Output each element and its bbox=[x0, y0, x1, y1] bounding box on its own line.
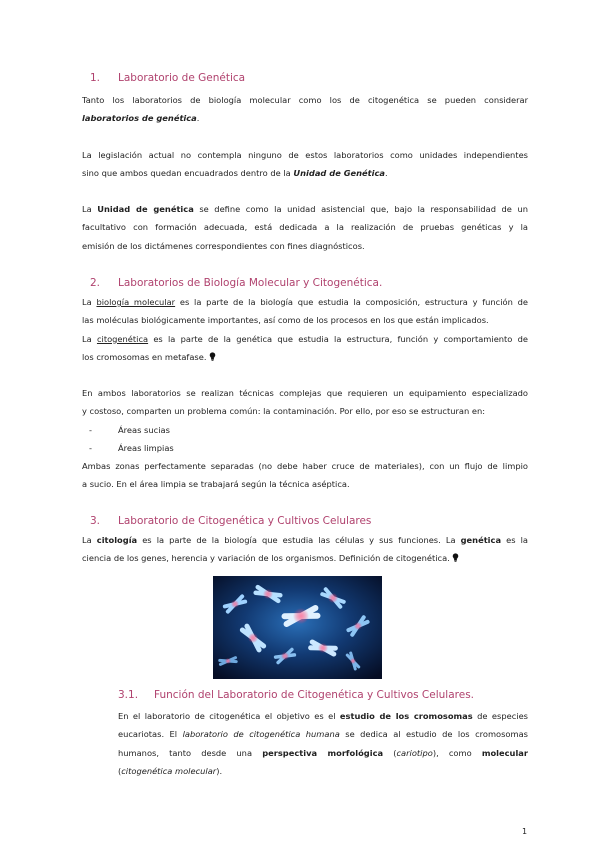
section-title: Función del Laboratorio de Citogenética y Cultivos Celulares. bbox=[154, 689, 474, 701]
text-line: emisión de los dictámenes correspondientes con fines diagnósticos. bbox=[82, 240, 365, 251]
lightbulb-icon bbox=[452, 553, 459, 562]
text-fragment: . bbox=[385, 168, 388, 179]
text-fragment: se define como la unidad asistencial que, bajo la responsabilidad de un bbox=[193, 204, 528, 214]
text-fragment: La bbox=[82, 204, 98, 214]
section-2-paragraph-3 bbox=[82, 457, 528, 494]
text-fragment: . bbox=[196, 113, 200, 124]
bold-text: citología bbox=[96, 535, 138, 545]
emphasis-text: laboratorios de genética bbox=[82, 113, 197, 124]
text-fragment: La bbox=[82, 333, 97, 344]
list-item: Áreas sucias bbox=[118, 425, 170, 435]
text-line: En ambos laboratorios se realizan técnicas complejas que requieren un equipamiento especializado bbox=[82, 388, 528, 398]
italic-text: citogenética molecular bbox=[121, 766, 217, 777]
text-line: La legislación actual no contempla ninguno de estos laboratorios como unidades independientes bbox=[82, 150, 528, 160]
text-fragment: se dedica al estudio de los cromosomas bbox=[339, 729, 528, 740]
text-fragment: ciencia de los genes, herencia y variación de los organismos. Definición de citogenética. bbox=[82, 553, 450, 564]
section-2-paragraph-2 bbox=[82, 384, 528, 421]
text-fragment: ), como bbox=[432, 747, 482, 758]
section-1-paragraph-3 bbox=[82, 200, 528, 255]
text-fragment: de especies bbox=[472, 711, 528, 721]
text-line: Tanto los laboratorios de biología molecular como los de citogenética se pueden considerar bbox=[82, 95, 528, 105]
text-fragment: es la parte de la biología que estudia las células y sus funciones. La bbox=[137, 535, 461, 545]
text-line: a sucio. En el área limpia se trabajará según la técnica aséptica. bbox=[82, 479, 350, 490]
section-number: 3. bbox=[90, 515, 101, 527]
text-fragment: La bbox=[82, 535, 97, 545]
text-fragment: es la bbox=[501, 535, 528, 545]
text-fragment: La bbox=[82, 297, 97, 307]
section-2-paragraph-1 bbox=[82, 293, 528, 367]
text-fragment: ( bbox=[383, 747, 397, 758]
section-3-heading bbox=[90, 515, 371, 527]
bold-text: estudio de los cromosomas bbox=[339, 711, 473, 721]
text-fragment: sino que ambos quedan encuadrados dentro de la bbox=[82, 168, 294, 179]
text-line: las moléculas biológicamente importantes, así como de los procesos en los que están implicados. bbox=[82, 315, 489, 326]
section-number: 1. bbox=[90, 72, 101, 84]
section-title: Laboratorio de Citogenética y Cultivos Celulares bbox=[118, 515, 372, 527]
text-fragment: es la parte de la genética que estudia la estructura, función y comportamiento de bbox=[148, 333, 528, 344]
bold-text: Unidad de genética bbox=[97, 204, 194, 214]
bold-text: molecular bbox=[481, 747, 528, 758]
list-item: Áreas limpias bbox=[118, 443, 174, 453]
section-1-heading bbox=[90, 72, 245, 84]
section-1-paragraph-1 bbox=[82, 91, 528, 128]
section-number: 3.1. bbox=[118, 689, 139, 701]
text-fragment: eucariotas. El bbox=[118, 729, 183, 740]
italic-text: cariotipo bbox=[396, 747, 433, 758]
emphasis-text: Unidad de Genética bbox=[293, 168, 386, 179]
bold-text: perspectiva morfológica bbox=[262, 747, 384, 758]
text-fragment: los cromosomas en metafase. bbox=[82, 352, 207, 363]
bold-text: genética bbox=[460, 535, 502, 545]
section-title: Laboratorios de Biología Molecular y Citogenética. bbox=[118, 277, 383, 289]
section-1-paragraph-2 bbox=[82, 146, 528, 183]
section-number: 2. bbox=[90, 277, 101, 289]
underlined-term: biología molecular bbox=[96, 297, 176, 307]
text-fragment: ( bbox=[118, 766, 122, 777]
text-line: Ambas zonas perfectamente separadas (no debe haber cruce de materiales), con un flujo de limpio bbox=[82, 461, 528, 471]
subsection-3-1-heading bbox=[118, 689, 474, 701]
subsection-3-1-paragraph bbox=[118, 707, 528, 781]
section-title: Laboratorio de Genética bbox=[118, 72, 246, 84]
bullet-marker: - bbox=[89, 443, 92, 453]
text-fragment: En el laboratorio de citogenética el objetivo es el bbox=[118, 711, 340, 721]
text-fragment: ). bbox=[216, 766, 223, 777]
page-number: 1 bbox=[522, 827, 528, 836]
italic-text: laboratorio de citogenética humana bbox=[182, 729, 340, 740]
lightbulb-icon bbox=[209, 352, 216, 361]
text-line: facultativo con formación adecuada, está dedicada a la realización de pruebas genéticas y la bbox=[82, 222, 528, 233]
text-line: y costoso, comparten un problema común: la contaminación. Por ello, por eso se estructuran en: bbox=[82, 406, 486, 417]
chromosomes-image bbox=[213, 576, 382, 679]
section-3-paragraph-1 bbox=[82, 531, 528, 568]
bullet-marker: - bbox=[89, 425, 92, 435]
section-2-heading bbox=[90, 277, 382, 289]
text-fragment: humanos, tanto desde una bbox=[118, 747, 263, 758]
underlined-term: citogenética bbox=[96, 333, 149, 344]
text-fragment: es la parte de la biología que estudia la composición, estructura y función de bbox=[175, 297, 528, 307]
